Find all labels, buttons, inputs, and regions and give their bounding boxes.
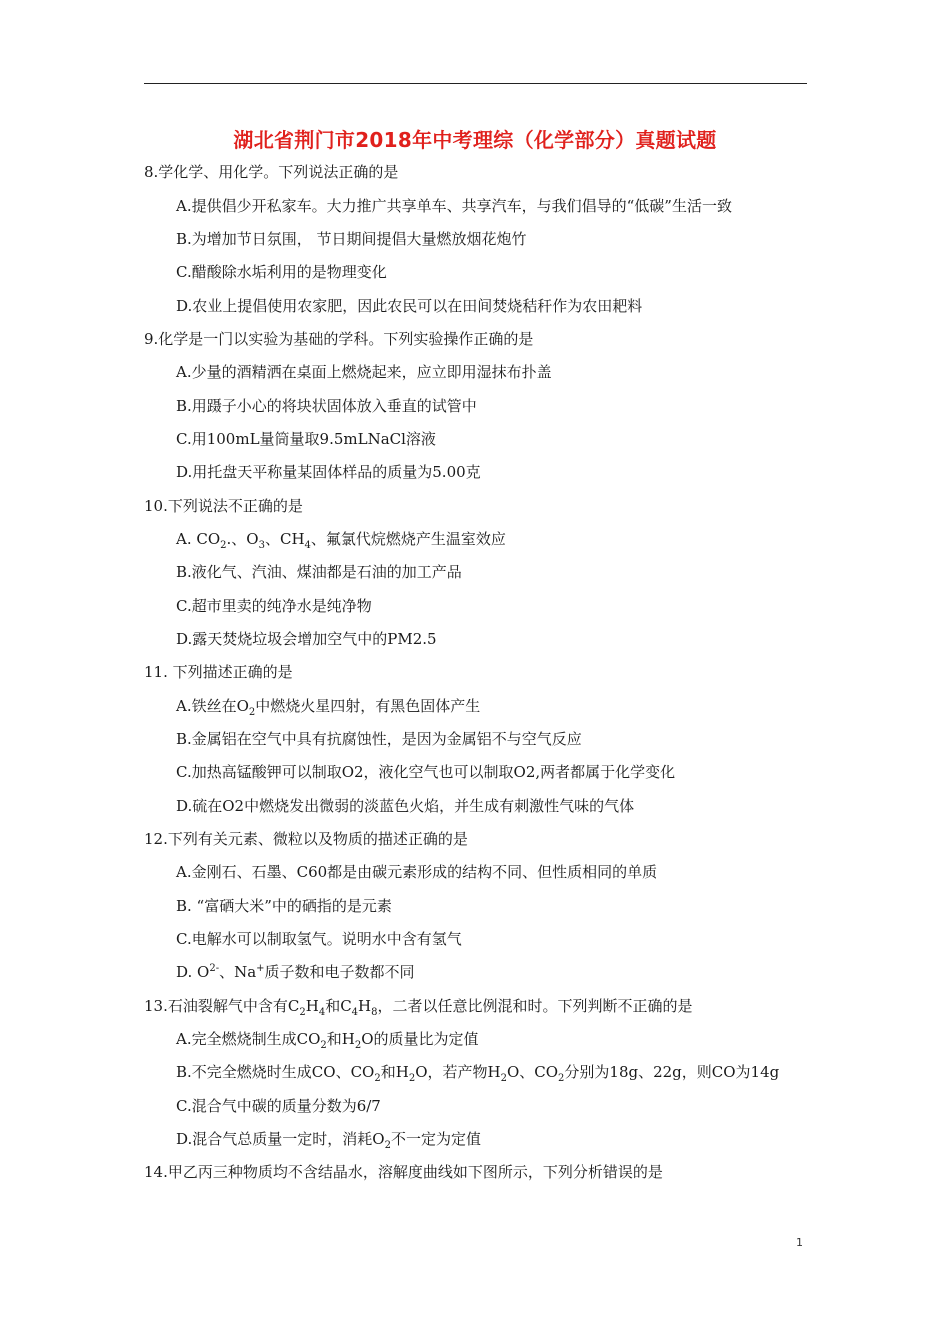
document-title: 湖北省荆门市2018年中考理综（化学部分）真题试题 — [233, 128, 717, 152]
question-10-option-b: B.液化气、汽油、煤油都是石油的加工产品 — [176, 563, 462, 581]
question-9-option-d: D.用托盘天平称量某固体样品的质量为5.00克 — [176, 463, 481, 481]
question-8-stem: 8.学化学、用化学。下列说法正确的是 — [144, 163, 399, 181]
question-9-option-b: B.用蹑子小心的将块状固体放入垂直的试管中 — [176, 397, 477, 415]
question-10-option-a: A. $CO_2$.、$O_3$、$CH_4$、氟氯代烷燃烧产生温室效应 — [176, 530, 506, 551]
question-11-option-d: D.硫在O2中燃烧发出微弱的淡蓝色火焰，并生成有刺激性气味的气体 — [176, 797, 635, 815]
question-11-option-c: C.加热高锰酸钾可以制取O2，液化空气也可以制取O2,两者都属于化学变化 — [176, 763, 676, 781]
question-12-option-c: C.电解水可以制取氢气。说明水中含有氢气 — [176, 930, 462, 948]
question-9-stem: 9.化学是一门以实验为基础的学科。下列实验操作正确的是 — [144, 330, 534, 348]
question-12-option-a: A.金刚石、石墨、C60都是由碳元素形成的结构不同、但性质相同的单质 — [176, 863, 658, 881]
question-10-option-c: C.超市里卖的纯净水是纯净物 — [176, 597, 372, 615]
question-13-option-d: D.混合气总质量一定时，消耗$O_2$不一定为定值 — [176, 1130, 481, 1151]
question-10-option-d: D.露天焚烧垃圾会增加空气中的PM2.5 — [176, 630, 437, 648]
question-8-option-a: A.提供倡少开私家车。大力推广共享单车、共享汽车，与我们倡导的“低碳”生活一致 — [176, 197, 732, 215]
question-8-option-d: D.农业上提倡使用农家肥，因此农民可以在田间焚烧秸秆作为农田耙料 — [176, 297, 643, 315]
question-8-option-c: C.醋酸除水垢利用的是物理变化 — [176, 263, 387, 281]
question-8-option-b: B.为增加节日氛围， 节日期间提倡大量燃放烟花炮竹 — [176, 230, 527, 248]
question-12-option-d: D. $O^{2-}$、Na+质子数和电子数都不同 — [176, 963, 415, 981]
question-11-option-b: B.金属铝在空气中具有抗腐蚀性，是因为金属铝不与空气反应 — [176, 730, 582, 748]
question-12-stem: 12.下列有关元素、微粒以及物质的描述正确的是 — [144, 830, 468, 848]
question-12-option-b: B. “富硒大米”中的硒指的是元素 — [176, 897, 392, 915]
page-number: 1 — [796, 1236, 803, 1249]
question-13-option-b: B.不完全燃烧时生成CO、$CO_2$和$H_2O$，若产物$H_2O$、$CO_2$分别为18g、22g，则CO为14g — [176, 1063, 780, 1084]
question-10-stem: 10.下列说法不正确的是 — [144, 497, 303, 515]
question-13-option-c: C.混合气中碳的质量分数为6/7 — [176, 1097, 381, 1115]
question-13-stem: 13.石油裂解气中含有$C_2H_4$和$C_4H_8$，二者以任意比例混和时。下列判断不正确的是 — [144, 997, 693, 1018]
question-13-option-a: A.完全燃烧制生成$CO_2$和$H_2O$的质量比为定值 — [176, 1030, 479, 1051]
question-14-stem: 14.甲乙丙三种物质均不含结晶水，溶解度曲线如下图所示，下列分析错误的是 — [144, 1163, 663, 1181]
question-11-option-a: A.铁丝在$O_2$中燃烧火星四射，有黑色固体产生 — [176, 697, 481, 718]
question-9-option-c: C.用100mL量筒量取9.5mLNaCl溶液 — [176, 430, 436, 448]
question-9-option-a: A.少量的酒精洒在桌面上燃烧起来，应立即用湿抹布扑盖 — [176, 363, 552, 381]
header-rule — [144, 83, 807, 84]
question-11-stem: 11. 下列描述正确的是 — [144, 663, 293, 681]
